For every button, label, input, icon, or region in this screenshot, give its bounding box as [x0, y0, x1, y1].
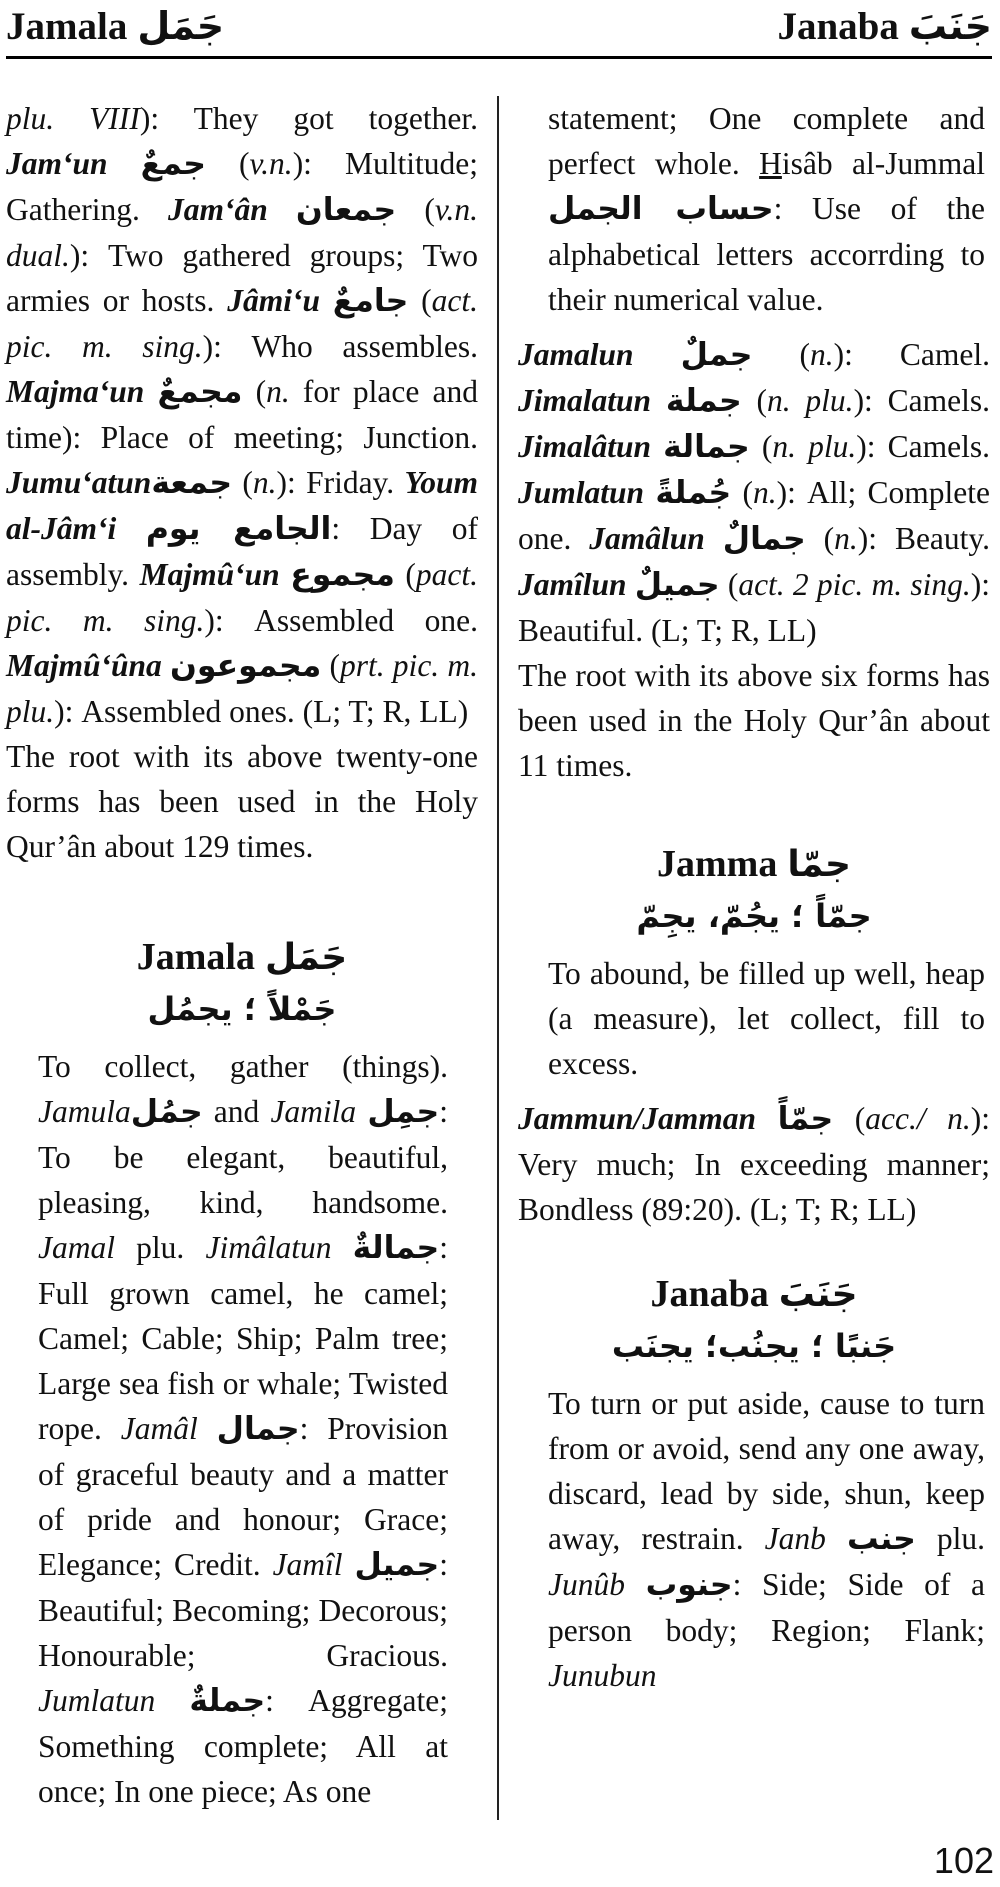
text-span: (: [731, 475, 753, 510]
arabic-term: جملةٌ: [189, 1683, 266, 1719]
arabic-term: جمُل: [130, 1094, 203, 1130]
text-span: ): Camel.: [833, 337, 990, 372]
header-left-word: Jamala: [6, 5, 128, 48]
term: Jumlatun: [518, 475, 645, 510]
text-span: (: [805, 521, 835, 556]
text-span: : Full grown camel, he camel; Camel; Cable; Ship; Palm tree; Large sea fish or whale; Twisted rope.: [38, 1230, 448, 1446]
term: Jumu‘atun: [6, 465, 152, 500]
term: Jamâlun: [589, 521, 705, 556]
arabic-term: مجموع: [290, 557, 395, 593]
text-span: : Day of assembly.: [6, 511, 478, 592]
entry-title: Janaba: [650, 1273, 769, 1315]
term: Jamal: [38, 1230, 115, 1265]
term: Jamîlun: [518, 567, 627, 602]
entry-heading-jamala: [6, 931, 478, 984]
term: Jimalatun: [518, 383, 652, 418]
arabic-term: جملٌ: [680, 337, 753, 373]
text-span: plu.: [114, 1230, 206, 1265]
right-paragraph-3: The root with its above six forms has been used in the Holy Qur’ân about 11 times.: [518, 658, 990, 783]
arabic-term: جنوب: [645, 1567, 733, 1603]
text-span: H: [759, 146, 782, 181]
text-span: (: [242, 374, 267, 409]
term: Majmû‘ûna: [6, 648, 162, 683]
arabic-term: جميل: [354, 1547, 440, 1583]
text-span: statement; One complete and perfect whole.: [548, 101, 985, 181]
arabic-term: حساب الجمل: [548, 191, 774, 227]
text-span: To turn or put aside, cause to turn from or avoid, send any one away, discard, lead by side, shun, keep away, restrain.: [548, 1386, 985, 1556]
term: Majma‘un: [6, 374, 145, 409]
arabic-term: جمالةٌ: [352, 1230, 440, 1266]
grammar-note: act. pic. m. sing.: [6, 283, 478, 364]
text-span: : Provision of graceful beauty and a matter of pride and honour; Grace; Elegance; Credit.: [38, 1411, 448, 1582]
arabic-term: جمالة: [663, 429, 750, 465]
term: Jimalâtun: [518, 429, 652, 464]
arabic-term: جمال: [216, 1411, 300, 1447]
text-span: (: [394, 557, 416, 592]
text-span: : Side; Side of a person body; Region; Flank;: [548, 1567, 986, 1648]
term: Jam‘un: [6, 146, 108, 181]
grammar-note: n.: [834, 521, 858, 556]
term: Jamila: [270, 1094, 357, 1129]
text-span: : Beautiful; Becoming; Decorous; Honourable; Gracious.: [38, 1547, 448, 1673]
text-span: ): All; Complete one.: [518, 475, 990, 556]
term: Junubun: [548, 1658, 657, 1693]
right-paragraph-5: [518, 1096, 990, 1232]
text-span: and: [202, 1094, 271, 1129]
entry-subheading-jamala: جَمْلاً ؛ يجمُل: [147, 990, 337, 1028]
term: Jammun/Jamman: [518, 1101, 757, 1136]
arabic-term: مجموعون: [170, 648, 322, 684]
text-span: ): Who assembles.: [202, 329, 478, 364]
text-span: plu.: [915, 1521, 985, 1556]
term: Jumlatun: [38, 1683, 156, 1718]
grammar-note: prt. pic. m. plu.: [6, 648, 478, 729]
entry-title-arabic: جَنَبَ: [778, 1274, 858, 1315]
arabic-term: جميلٌ: [634, 567, 720, 603]
text-span: ): Multitude; Gathering.: [6, 146, 479, 227]
text-span: (: [719, 567, 739, 602]
right-paragraph-1: [518, 96, 990, 322]
header-left: [6, 4, 224, 49]
text-span: ): Camels.: [856, 429, 990, 464]
text-span: To collect, gather (things).: [38, 1049, 448, 1084]
grammar-note: n.: [252, 465, 277, 500]
text-span: ): Beauty.: [857, 521, 990, 556]
text-span: ): They got together.: [139, 101, 478, 136]
text-span: for place and time): Place of meeting; Junction.: [6, 374, 479, 455]
entry-title: Jamala: [136, 936, 255, 978]
grammar-note: v.n.: [249, 146, 293, 181]
page-number: 102: [933, 1840, 994, 1881]
right-paragraph-4: To abound, be filled up well, heap (a measure), let collect, fill to excess.: [548, 956, 985, 1081]
grammar-note: n.: [753, 475, 777, 510]
term: Jam‘ân: [167, 192, 268, 227]
right-paragraph-6: [518, 1381, 990, 1698]
right-column: [518, 96, 990, 1698]
entry-heading-janaba: [518, 1268, 990, 1321]
text-span: : To be elegant, beautiful, pleasing, kind, handsome.: [38, 1094, 449, 1220]
arabic-term: جمّاً: [777, 1101, 834, 1137]
grammar-note: n.: [810, 337, 834, 372]
entry-title-arabic: جَمَل: [265, 937, 348, 978]
left-paragraph-2: The root with its above twenty-one forms has been used in the Holy Qur’ân about 129 times.: [6, 739, 478, 864]
header-right: [777, 4, 992, 49]
grammar-note: v.n. dual.: [6, 192, 478, 273]
term: Jamîl: [272, 1547, 343, 1582]
arabic-term: جُملةً: [655, 475, 732, 511]
text-span: (: [205, 146, 250, 181]
term: Majmû‘un: [139, 557, 280, 592]
arabic-term: جمعان: [295, 192, 397, 228]
arabic-term: جنب: [846, 1521, 916, 1557]
entry-title: Jamma: [657, 843, 778, 885]
term: Jimâlatun: [205, 1230, 332, 1265]
term: Jamalun: [518, 337, 634, 372]
arabic-term: جمالٌ: [722, 521, 806, 557]
text-span: ): Assembled ones. (L; T; R, LL): [54, 694, 469, 729]
header-right-word: Janaba: [777, 5, 899, 48]
term: Janb: [764, 1521, 826, 1556]
header-left-arabic: جَمَل: [137, 4, 225, 48]
arabic-term: جامعٌ: [332, 283, 409, 319]
left-column: [6, 96, 478, 1814]
text-span: (: [408, 283, 432, 318]
grammar-note: pact. pic. m. sing.: [6, 557, 479, 638]
right-paragraph-2: [518, 332, 990, 653]
text-span: (: [232, 465, 253, 500]
text-span: (: [749, 429, 773, 464]
term: Jamâl: [120, 1411, 198, 1446]
text-span: (: [752, 337, 811, 372]
entry-subheading-jamma: جمّاً ؛ يجُمّ، يجِمّ: [636, 897, 872, 935]
text-span: ): Very much; In exceeding manner; Bondless (89:20). (L; T; R; LL): [518, 1101, 990, 1227]
text-span: ): Assembled one.: [204, 603, 478, 638]
arabic-term: جمعٌ: [140, 146, 206, 182]
text-span: (: [321, 648, 340, 683]
text-span: (: [396, 192, 435, 227]
text-span: : Use of the alphabetical letters accorrding to their numerical value.: [548, 191, 986, 317]
arabic-term: الجامع يوم: [145, 511, 332, 547]
text-span: : Aggregate; Something complete; All at once; In one piece; As one: [38, 1683, 448, 1809]
text-span: ): Two gathered groups; Two armies or hosts.: [6, 238, 478, 318]
arabic-term: جملة: [665, 383, 742, 419]
entry-title-arabic: جمّا: [787, 844, 851, 885]
left-paragraph-1: [6, 96, 478, 734]
text-span: ): Camels.: [853, 383, 990, 418]
text-span: (: [833, 1101, 866, 1136]
term: Youm al-Jâm‘i: [6, 465, 478, 546]
arabic-term: جمعة: [151, 465, 233, 501]
text-span: ): Friday.: [276, 465, 405, 500]
entry-subheading-janaba: جَنبًا ؛ يجنُب؛ يجنَب: [611, 1327, 897, 1365]
term: Jamula: [38, 1094, 131, 1129]
text-span: isâb al-Jummal: [781, 146, 986, 181]
text-span: ): Beautiful. (L; T; R, LL): [518, 567, 991, 648]
entry-heading-jamma: [518, 838, 990, 891]
arabic-term: مجمعٌ: [157, 374, 243, 410]
term: Junûb: [548, 1567, 625, 1602]
page-header: [6, 0, 992, 59]
grammar-note: n. plu.: [772, 429, 857, 464]
grammar-note: act. 2 pic. m. sing.: [738, 567, 971, 602]
grammar-note: n.: [266, 374, 290, 409]
left-paragraph-3: [6, 1044, 478, 1814]
arabic-term: جمِل: [367, 1094, 440, 1130]
column-divider: [497, 96, 499, 1820]
grammar-note: n. plu.: [766, 383, 854, 418]
text-span: plu. VIII: [6, 101, 140, 136]
term: Jâmi‘u: [227, 283, 320, 318]
text-span: (: [741, 383, 767, 418]
header-right-arabic: جَنَبَ: [908, 4, 992, 48]
grammar-note: acc./ n.: [865, 1101, 971, 1136]
